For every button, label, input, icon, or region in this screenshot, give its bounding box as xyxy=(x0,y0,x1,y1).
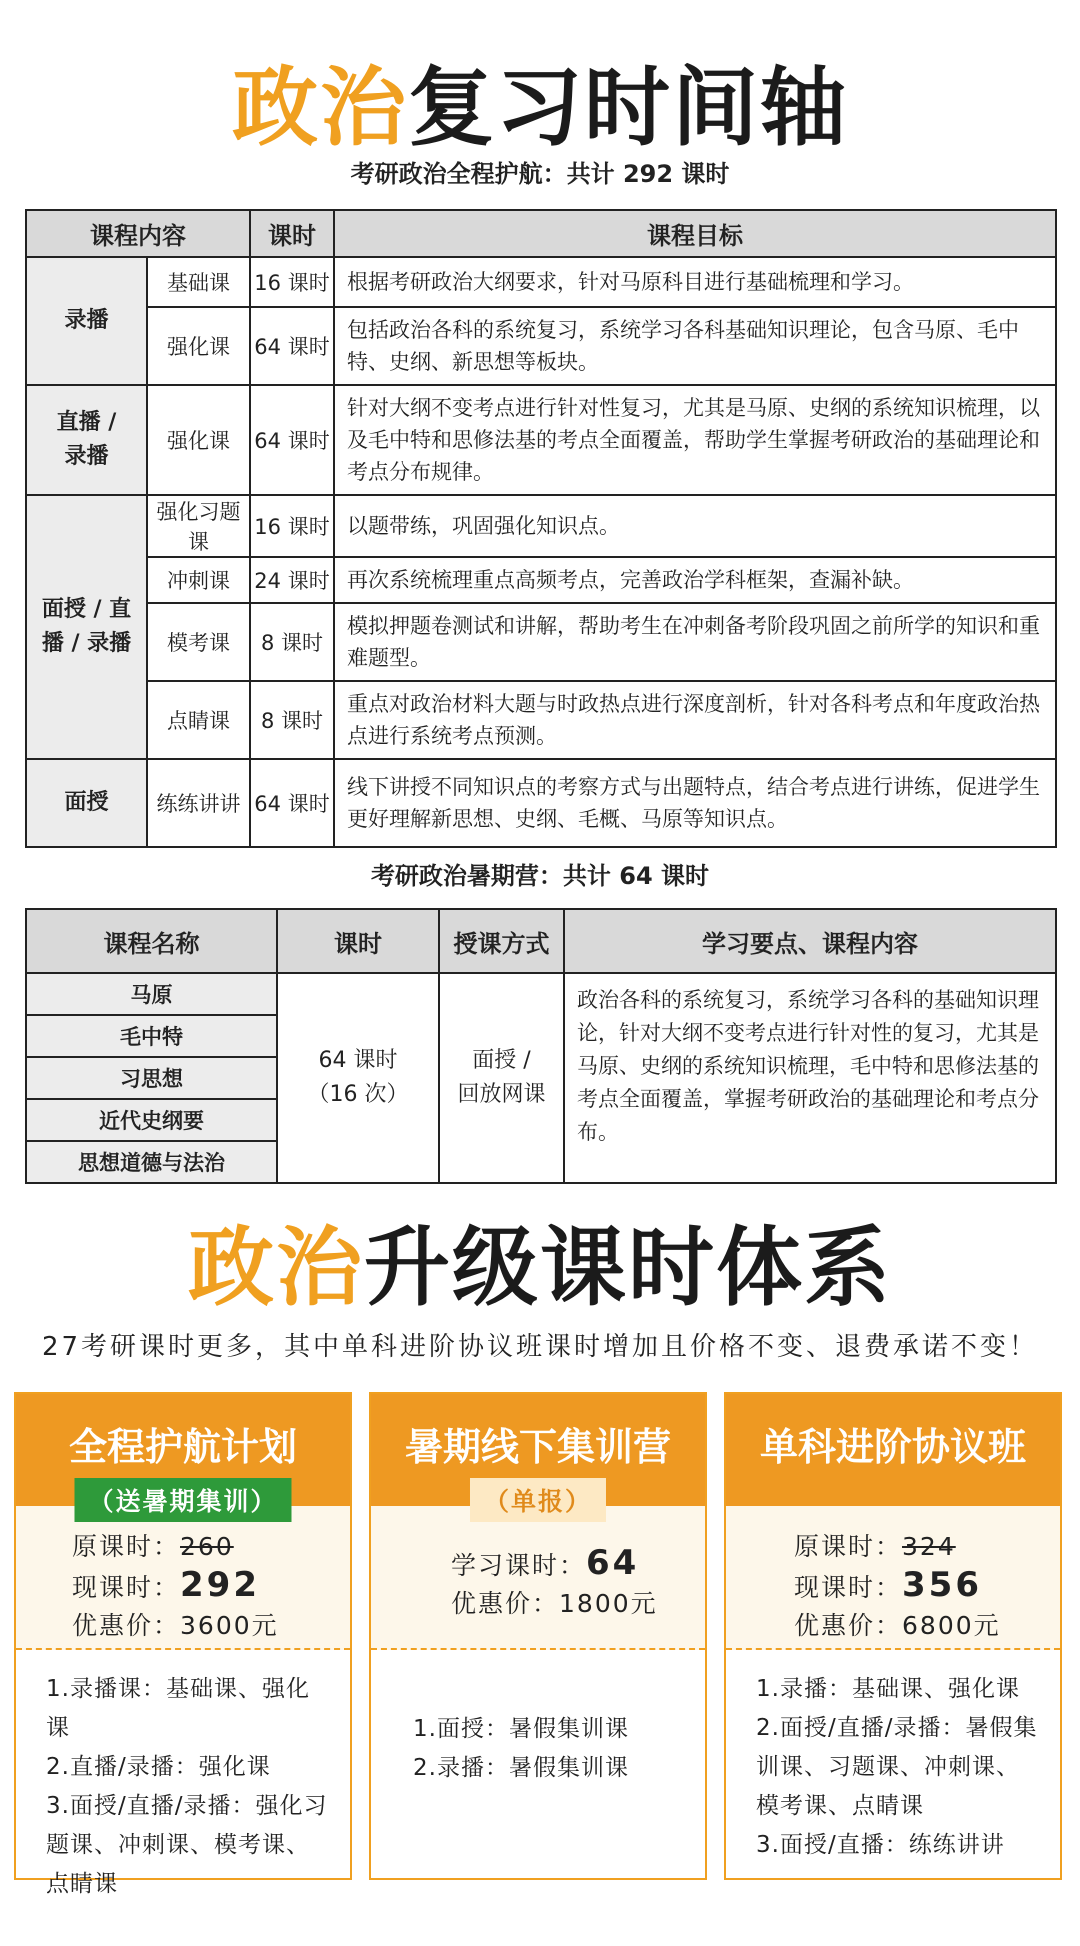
summer-camp-table xyxy=(25,908,1057,1184)
subject-cell: 思想道德与法治 xyxy=(26,1141,277,1183)
subject-cell: 毛中特 xyxy=(26,1015,277,1057)
hours-cell: 24 课时 xyxy=(250,557,334,603)
list-item: 1.面授：暑假集训课 xyxy=(413,1716,629,1742)
category-cell xyxy=(26,495,147,759)
subject-cell: 习思想 xyxy=(26,1057,277,1099)
course-cell: 基础课 xyxy=(147,257,250,307)
list-item: 2.面授/直播/录播：暑假集训课、习题课、冲刺课、模考课、点睛课 xyxy=(756,1715,1038,1819)
hours-cell: 64 课时 xyxy=(250,385,334,495)
card-prices xyxy=(371,1487,705,1650)
list-item: 1.录播：基础课、强化课 xyxy=(756,1676,1020,1702)
upgrade-title xyxy=(0,1218,1080,1318)
timeline-title-rest: 复习时间轴 xyxy=(408,58,848,158)
category-cell: 录播 xyxy=(26,257,147,385)
header-course-content: 课程内容 xyxy=(26,210,250,257)
header-hours: 课时 xyxy=(250,210,334,257)
hours-cell: 16 课时 xyxy=(250,257,334,307)
header-course-name: 课程名称 xyxy=(26,909,277,973)
now-hours-line xyxy=(72,1566,350,1607)
table-row xyxy=(26,495,1056,557)
goal-cell: 包括政治各科的系统复习，系统学习各科基础知识理论，包含马原、毛中特、史纲、新思想等板块。 xyxy=(334,307,1056,385)
goal-cell: 再次系统梳理重点高频考点，完善政治学科框架，查漏补缺。 xyxy=(334,557,1056,603)
goal-cell: 针对大纲不变考点进行针对性复习，尤其是马原、史纲的系统知识梳理，以及毛中特和思修法基的考点全面覆盖，帮助学生掌握考研政治的基础理论和考点分布规律。 xyxy=(334,385,1056,495)
card-title: 暑期线下集训营 xyxy=(371,1394,705,1506)
list-item: 1.录播课：基础课、强化课 xyxy=(46,1676,310,1741)
study-hours-line xyxy=(451,1544,705,1585)
price-line xyxy=(451,1585,705,1623)
category-cell: 面授 xyxy=(26,759,147,847)
card-summer-camp xyxy=(369,1392,707,1880)
orig-hours-label: 原课时： xyxy=(72,1532,181,1561)
now-hours-line xyxy=(794,1566,1060,1607)
table-header-row xyxy=(26,909,1056,973)
card-items xyxy=(16,1650,350,1904)
orig-hours-line xyxy=(794,1528,1060,1566)
card-items xyxy=(371,1650,705,1788)
card-title: 单科进阶协议班 xyxy=(726,1394,1060,1506)
list-item: 2.直播/录播：强化课 xyxy=(46,1754,271,1780)
table-row xyxy=(26,603,1056,681)
card-full-plan xyxy=(14,1392,352,1897)
upgrade-title-accent: 政治 xyxy=(188,1218,364,1318)
category-label: 直播 / 录播 xyxy=(56,410,117,469)
summer-camp-subtitle: 考研政治暑期营：共计 64 课时 xyxy=(370,862,710,890)
course-cell: 强化课 xyxy=(147,385,250,495)
table-row xyxy=(26,307,1056,385)
card-prices xyxy=(726,1506,1060,1650)
subject-cell: 近代史纲要 xyxy=(26,1099,277,1141)
course-cell: 模考课 xyxy=(147,603,250,681)
hours-cell: 8 课时 xyxy=(250,681,334,759)
hours-line-2: （16 次） xyxy=(307,1082,409,1107)
content-cell: 政治各科的系统复习，系统学习各科的基础知识理论，针对大纲不变考点进行针对性的复习，尤其是马原、史纲的系统知识梳理，毛中特和思修法基的考点全面覆盖，掌握考研政治的基础理论和考点分布。 xyxy=(564,973,1056,1183)
card-items xyxy=(726,1650,1060,1865)
goal-cell: 模拟押题卷测试和讲解，帮助考生在冲刺备考阶段巩固之前所学的知识和重难题型。 xyxy=(334,603,1056,681)
table-row xyxy=(26,557,1056,603)
header-mode: 授课方式 xyxy=(439,909,564,973)
table-row xyxy=(26,385,1056,495)
upgrade-title-rest: 升级课时体系 xyxy=(364,1218,892,1318)
mode-line-1: 面授 / xyxy=(472,1048,531,1073)
now-hours-label: 现课时： xyxy=(794,1573,903,1602)
price-value: 6800元 xyxy=(902,1611,1001,1640)
price-value: 1800元 xyxy=(559,1589,658,1618)
card-title: 全程护航计划 xyxy=(16,1394,350,1506)
hours-line-1: 64 课时 xyxy=(318,1048,398,1073)
table-row xyxy=(26,759,1056,847)
course-cell: 点睛课 xyxy=(147,681,250,759)
course-cell: 强化课 xyxy=(147,307,250,385)
study-hours-value: 64 xyxy=(586,1543,640,1583)
course-cell: 练练讲讲 xyxy=(147,759,250,847)
course-cell: 强化习题课 xyxy=(147,495,250,557)
now-hours-label: 现课时： xyxy=(72,1573,181,1602)
table-row xyxy=(26,681,1056,759)
list-item: 3.面授/直播/录播：强化习题课、冲刺课、模考课、点睛课 xyxy=(46,1793,328,1897)
list-item: 2.录播：暑假集训课 xyxy=(413,1755,629,1781)
orig-hours-value: 260 xyxy=(180,1532,234,1561)
card-single-subject xyxy=(724,1392,1062,1880)
hours-cell xyxy=(277,973,439,1183)
orig-hours-label: 原课时： xyxy=(794,1532,903,1561)
upgrade-subtitle: 27考研课时更多，其中单科进阶协议班课时增加且价格不变、退费承诺不变！ xyxy=(41,1332,1039,1362)
card-badge: （单报） xyxy=(470,1478,606,1522)
goal-cell: 重点对政治材料大题与时政热点进行深度剖析，针对各科考点和年度政治热点进行系统考点预测。 xyxy=(334,681,1056,759)
hours-cell: 8 课时 xyxy=(250,603,334,681)
header-content: 学习要点、课程内容 xyxy=(564,909,1056,973)
hours-cell: 64 课时 xyxy=(250,307,334,385)
card-badge: （送暑期集训） xyxy=(74,1478,291,1522)
hours-cell: 16 课时 xyxy=(250,495,334,557)
now-hours-value: 356 xyxy=(902,1565,982,1605)
price-label: 优惠价： xyxy=(794,1611,903,1640)
price-line xyxy=(794,1607,1060,1645)
subject-cell: 马原 xyxy=(26,973,277,1015)
table-row xyxy=(26,973,1056,1015)
table-row xyxy=(26,257,1056,307)
goal-cell: 根据考研政治大纲要求，针对马原科目进行基础梳理和学习。 xyxy=(334,257,1056,307)
header-goal: 课程目标 xyxy=(334,210,1056,257)
timeline-table xyxy=(25,209,1057,848)
list-item: 3.面授/直播：练练讲讲 xyxy=(756,1832,1005,1858)
goal-cell: 以题带练，巩固强化知识点。 xyxy=(334,495,1056,557)
price-label: 优惠价： xyxy=(72,1611,181,1640)
price-value: 3600元 xyxy=(180,1611,279,1640)
price-label: 优惠价： xyxy=(451,1589,560,1618)
course-cell: 冲刺课 xyxy=(147,557,250,603)
orig-hours-value: 324 xyxy=(902,1532,956,1561)
mode-line-2: 回放网课 xyxy=(457,1082,546,1107)
orig-hours-line xyxy=(72,1528,350,1566)
study-hours-label: 学习课时： xyxy=(451,1551,587,1580)
header-hours: 课时 xyxy=(277,909,439,973)
goal-cell: 线下讲授不同知识点的考察方式与出题特点，结合考点进行讲练，促进学生更好理解新思想、史纲、毛概、马原等知识点。 xyxy=(334,759,1056,847)
category-label: 面授 / 直播 / 录播 xyxy=(41,597,132,656)
table-header-row xyxy=(26,210,1056,257)
category-cell xyxy=(26,385,147,495)
timeline-title xyxy=(0,58,1080,158)
timeline-title-accent: 政治 xyxy=(232,58,408,158)
price-line xyxy=(72,1607,350,1645)
hours-cell: 64 课时 xyxy=(250,759,334,847)
mode-cell xyxy=(439,973,564,1183)
card-prices xyxy=(16,1487,350,1650)
now-hours-value: 292 xyxy=(180,1565,260,1605)
timeline-subtitle: 考研政治全程护航：共计 292 课时 xyxy=(350,160,730,188)
